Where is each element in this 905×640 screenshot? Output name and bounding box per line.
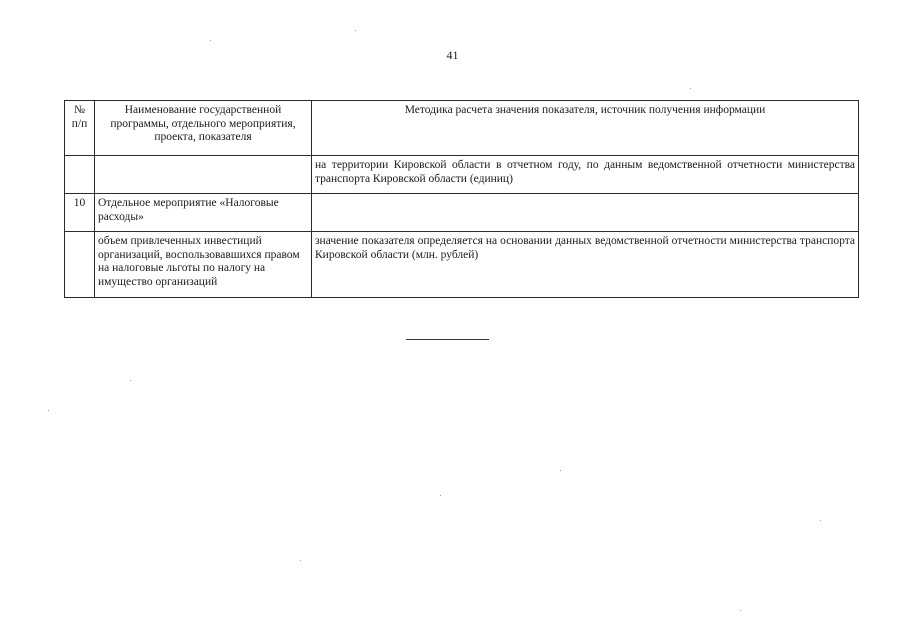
row-number [65,156,95,194]
scan-speck [690,88,691,89]
header-method: Методика расчета значения показателя, источник получения информации [312,101,859,156]
scan-speck [48,410,49,411]
table-header-row [65,101,859,156]
indicator-table [64,100,859,298]
row-name: объем привлеченных инвестиций организаций, воспользовавшихся правом на налоговые льготы по налогу на имущество организаций [95,232,312,298]
scan-speck [440,495,441,496]
row-method [312,194,859,232]
scan-speck [300,560,301,561]
row-name: Отдельное мероприятие «Налоговые расходы» [95,194,312,232]
row-number: 10 [65,194,95,232]
scan-speck [740,610,741,611]
table-row [65,232,859,298]
table-row [65,156,859,194]
header-name: Наименование государственной программы, отдельного мероприятия, проекта, показателя [95,101,312,156]
scan-speck [355,30,356,31]
table-row [65,194,859,232]
scan-speck [210,40,211,41]
scan-speck [130,380,131,381]
header-number: № п/п [65,101,95,156]
end-divider [406,339,489,340]
row-method: значение показателя определяется на основании данных ведомственной отчетности министерства транспорта Кировской области (млн. рублей) [312,232,859,298]
scan-speck [560,470,561,471]
row-number [65,232,95,298]
row-method: на территории Кировской области в отчетном году, по данным ведомственной отчетности министерства транспорта Кировской области (единиц) [312,156,859,194]
row-name [95,156,312,194]
page-number: 41 [446,48,459,62]
scan-speck [820,520,821,521]
